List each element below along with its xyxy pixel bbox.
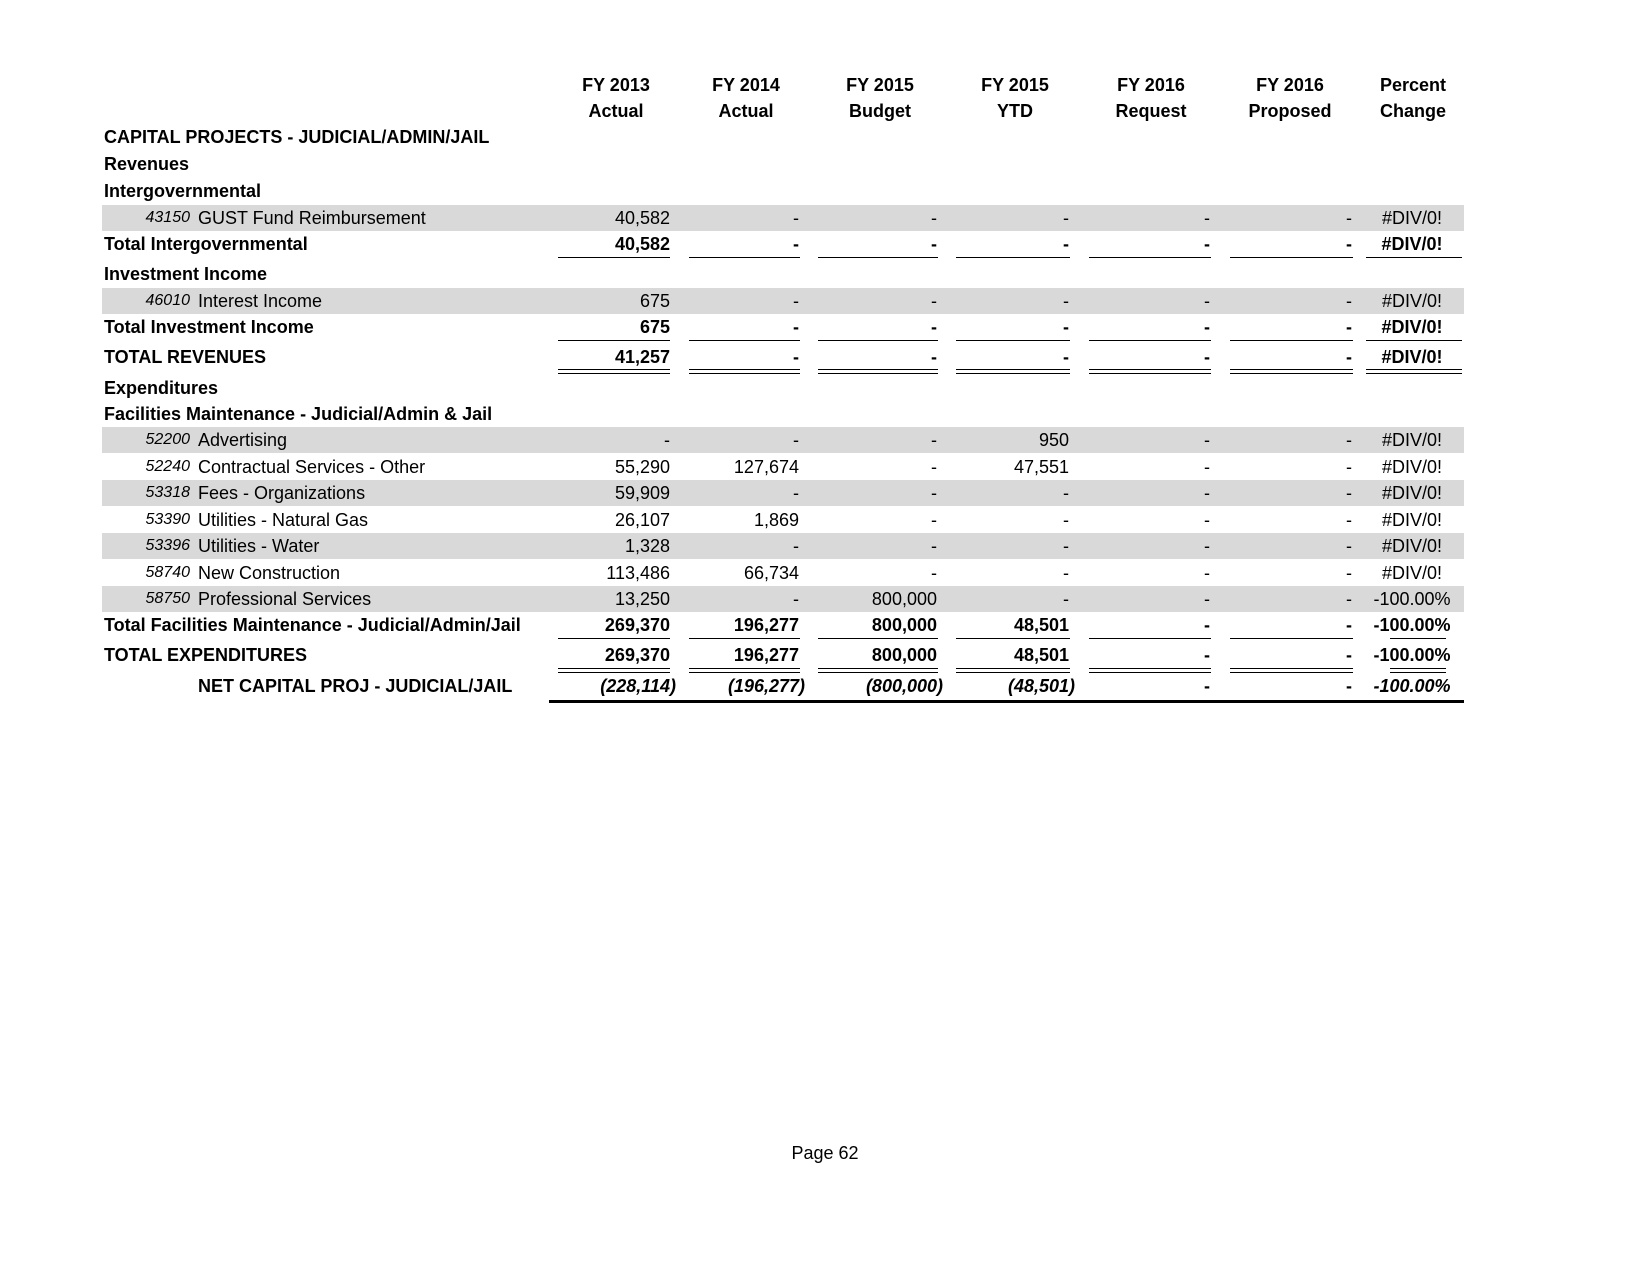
expenditures-heading-row [102, 375, 1464, 401]
double-underline [689, 369, 800, 374]
value-fy2015-budget: - [931, 563, 937, 583]
value-fy2016-proposed: - [1346, 563, 1352, 583]
header-line1: FY 2013 [582, 75, 650, 95]
underline [1390, 638, 1446, 639]
account-code: 46010 [145, 292, 190, 309]
value-fy2015-ytd: - [1063, 563, 1069, 583]
page-title: CAPITAL PROJECTS - JUDICIAL/ADMIN/JAIL [104, 127, 490, 147]
column-header-fy2014-actual [696, 72, 796, 124]
column-header-fy2015-budget [830, 72, 930, 124]
value-fy2014: - [793, 589, 799, 609]
value-fy2015-ytd: - [1063, 510, 1069, 530]
value-fy2016-request: - [1204, 510, 1210, 530]
double-underline [956, 369, 1070, 374]
header-line1: FY 2016 [1117, 75, 1185, 95]
value-fy2016-proposed: - [1346, 536, 1352, 556]
account-code: 43150 [145, 209, 190, 226]
value-fy2014: - [793, 536, 799, 556]
underline [689, 340, 800, 341]
total-label: TOTAL EXPENDITURES [104, 645, 308, 665]
value-fy2015-budget: - [931, 234, 937, 254]
underline [1230, 340, 1353, 341]
account-code: 58740 [145, 564, 190, 581]
header-line2: Change [1379, 101, 1446, 121]
value-fy2015-budget: - [931, 317, 937, 337]
value-fy2015-ytd: - [1063, 483, 1069, 503]
table-row [102, 480, 1464, 506]
value-fy2015-budget: - [931, 510, 937, 530]
percent-change: #DIV/0! [1381, 483, 1443, 503]
value-fy2016-request: - [1204, 589, 1210, 609]
value-fy2014: - [793, 483, 799, 503]
value-fy2015-budget: - [931, 291, 937, 311]
underline [689, 257, 800, 258]
column-header-percent-change [1363, 72, 1463, 124]
underline [1089, 257, 1211, 258]
account-name: Professional Services [198, 589, 372, 609]
value-fy2015-budget: 800,000 [871, 615, 937, 635]
header-line2: Budget [849, 101, 911, 121]
value-fy2013: 675 [639, 291, 670, 311]
header-line1: FY 2014 [712, 75, 780, 95]
value-fy2016-request: - [1204, 615, 1210, 635]
account-code: 53318 [145, 484, 190, 501]
double-underline [818, 369, 938, 374]
value-fy2016-request: - [1204, 676, 1210, 696]
account-name: GUST Fund Reimbursement [198, 208, 426, 228]
double-underline [1230, 369, 1353, 374]
value-fy2013: 269,370 [604, 615, 670, 635]
value-fy2016-request: - [1204, 291, 1210, 311]
header-line2: Actual [588, 101, 644, 121]
value-fy2013: 55,290 [614, 457, 670, 477]
subtotal-row [102, 231, 1464, 257]
value-fy2016-request: - [1204, 234, 1210, 254]
percent-change: #DIV/0! [1381, 510, 1443, 530]
page-number: Page 62 [791, 1143, 859, 1163]
value-fy2015-budget: - [931, 536, 937, 556]
header-line1: Percent [1379, 75, 1447, 95]
value-fy2016-proposed: - [1346, 645, 1352, 665]
value-fy2013: (228,114) [600, 676, 676, 696]
value-fy2013: - [664, 430, 670, 450]
percent-change: #DIV/0! [1381, 430, 1443, 450]
value-fy2016-proposed: - [1346, 483, 1352, 503]
value-fy2016-request: - [1204, 347, 1210, 367]
expenditures-heading: Expenditures [104, 378, 219, 398]
value-fy2016-proposed: - [1346, 615, 1352, 635]
value-fy2016-request: - [1204, 457, 1210, 477]
investment-heading: Investment Income [104, 264, 268, 284]
value-fy2015-budget: 800,000 [871, 589, 937, 609]
table-row [102, 507, 1464, 533]
value-fy2014: - [793, 347, 799, 367]
header-line2: Actual [718, 101, 774, 121]
value-fy2013: 26,107 [614, 510, 670, 530]
underline [1089, 638, 1211, 639]
header-line2: Proposed [1248, 101, 1332, 121]
value-fy2015-ytd: (48,501) [1007, 676, 1075, 696]
net-row [102, 673, 1464, 699]
value-fy2016-proposed: - [1346, 317, 1352, 337]
underline [1366, 257, 1462, 258]
value-fy2015-ytd: - [1063, 234, 1069, 254]
account-name: New Construction [198, 563, 341, 583]
value-fy2015-ytd: 48,501 [1013, 645, 1069, 665]
investment-heading-row [102, 261, 1464, 287]
percent-change: #DIV/0! [1381, 208, 1443, 228]
value-fy2015-ytd: - [1063, 317, 1069, 337]
subtotal-row [102, 314, 1464, 340]
value-fy2016-request: - [1204, 645, 1210, 665]
total-expenditures-row [102, 642, 1464, 668]
intergovernmental-heading-row [102, 178, 1464, 204]
value-fy2013: 59,909 [614, 483, 670, 503]
value-fy2015-budget: (800,000) [865, 676, 943, 696]
underline [956, 638, 1070, 639]
table-row [102, 427, 1464, 453]
underline [558, 257, 670, 258]
percent-change: #DIV/0! [1381, 563, 1443, 583]
value-fy2014: 1,869 [753, 510, 799, 530]
percent-change: -100.00% [1373, 589, 1451, 609]
table-row [102, 205, 1464, 231]
percent-change: #DIV/0! [1381, 291, 1443, 311]
table-row [102, 288, 1464, 314]
underline [558, 340, 670, 341]
account-code: 52200 [145, 431, 190, 448]
column-header-fy2013-actual [566, 72, 666, 124]
value-fy2015-ytd: - [1063, 291, 1069, 311]
subtotal-label: Total Intergovernmental [104, 234, 308, 254]
table-row [102, 454, 1464, 480]
value-fy2015-ytd: - [1063, 589, 1069, 609]
percent-change: #DIV/0! [1381, 234, 1443, 254]
subtotal-label: Total Investment Income [104, 317, 314, 337]
value-fy2015-ytd: - [1063, 208, 1069, 228]
value-fy2016-request: - [1204, 563, 1210, 583]
account-name: Fees - Organizations [198, 483, 366, 503]
percent-change: -100.00% [1373, 615, 1451, 635]
header-line1: FY 2015 [846, 75, 914, 95]
underline [818, 340, 938, 341]
value-fy2013: 269,370 [604, 645, 670, 665]
revenues-heading: Revenues [104, 154, 190, 174]
revenues-heading-row [102, 151, 1464, 177]
value-fy2013: 41,257 [614, 347, 670, 367]
value-fy2014: - [793, 291, 799, 311]
value-fy2016-proposed: - [1346, 234, 1352, 254]
value-fy2015-budget: - [931, 347, 937, 367]
value-fy2016-request: - [1204, 536, 1210, 556]
underline [1366, 340, 1462, 341]
value-fy2013: 40,582 [614, 234, 670, 254]
value-fy2014: - [793, 234, 799, 254]
account-name: Contractual Services - Other [198, 457, 426, 477]
header-line2: YTD [997, 101, 1033, 121]
table-row [102, 586, 1464, 612]
value-fy2015-ytd: - [1063, 536, 1069, 556]
value-fy2016-proposed: - [1346, 291, 1352, 311]
value-fy2015-budget: 800,000 [871, 645, 937, 665]
facilities-heading-row [102, 401, 1464, 427]
underline [1230, 638, 1353, 639]
underline [1089, 340, 1211, 341]
value-fy2015-ytd: 47,551 [1013, 457, 1069, 477]
value-fy2016-proposed: - [1346, 430, 1352, 450]
value-fy2013: 1,328 [624, 536, 670, 556]
column-header-fy2016-proposed [1240, 72, 1340, 124]
percent-change: -100.00% [1373, 645, 1451, 665]
value-fy2015-ytd: 48,501 [1013, 615, 1069, 635]
underline [558, 638, 670, 639]
account-name: Utilities - Natural Gas [198, 510, 369, 530]
value-fy2015-budget: - [931, 430, 937, 450]
percent-change: -100.00% [1373, 676, 1451, 696]
account-name: Advertising [198, 430, 288, 450]
percent-change: #DIV/0! [1381, 536, 1443, 556]
value-fy2015-budget: - [931, 208, 937, 228]
facilities-heading: Facilities Maintenance - Judicial/Admin & Jail [104, 404, 493, 424]
header-line1: FY 2016 [1256, 75, 1324, 95]
value-fy2014: - [793, 430, 799, 450]
account-name: Interest Income [198, 291, 323, 311]
value-fy2016-proposed: - [1346, 457, 1352, 477]
column-header-fy2016-request [1101, 72, 1201, 124]
account-code: 52240 [145, 458, 190, 475]
value-fy2013: 40,582 [614, 208, 670, 228]
value-fy2016-proposed: - [1346, 208, 1352, 228]
value-fy2016-proposed: - [1346, 676, 1352, 696]
subtotal-label: Total Facilities Maintenance - Judicial/Admin/Jail [104, 615, 521, 635]
percent-change: #DIV/0! [1381, 317, 1443, 337]
value-fy2016-proposed: - [1346, 589, 1352, 609]
value-fy2014: - [793, 208, 799, 228]
column-header-fy2015-ytd [965, 72, 1065, 124]
value-fy2016-request: - [1204, 317, 1210, 337]
double-underline [558, 369, 670, 374]
value-fy2015-ytd: - [1063, 347, 1069, 367]
underline [956, 340, 1070, 341]
percent-change: #DIV/0! [1381, 457, 1443, 477]
net-label: NET CAPITAL PROJ - JUDICIAL/JAIL [198, 676, 513, 696]
value-fy2014: - [793, 317, 799, 337]
value-fy2016-request: - [1204, 430, 1210, 450]
underline [818, 638, 938, 639]
total-revenues-row [102, 344, 1464, 370]
table-row [102, 533, 1464, 559]
value-fy2013: 675 [639, 317, 670, 337]
header-line2: Request [1115, 101, 1187, 121]
value-fy2016-request: - [1204, 483, 1210, 503]
value-fy2014: 196,277 [733, 615, 799, 635]
underline [956, 257, 1070, 258]
double-underline [1089, 369, 1211, 374]
table-row [102, 560, 1464, 586]
value-fy2016-request: - [1204, 208, 1210, 228]
value-fy2014: 127,674 [733, 457, 799, 477]
underline [689, 638, 800, 639]
account-code: 58750 [145, 590, 190, 607]
value-fy2015-ytd: 950 [1038, 430, 1069, 450]
value-fy2013: 13,250 [614, 589, 670, 609]
value-fy2015-budget: - [931, 457, 937, 477]
total-label: TOTAL REVENUES [104, 347, 267, 367]
value-fy2015-budget: - [931, 483, 937, 503]
value-fy2016-proposed: - [1346, 347, 1352, 367]
value-fy2016-proposed: - [1346, 510, 1352, 530]
underline [818, 257, 938, 258]
subtotal-row [102, 612, 1464, 638]
section-title-row [102, 124, 1464, 150]
value-fy2014: (196,277) [727, 676, 805, 696]
double-underline [1366, 369, 1462, 374]
account-code: 53396 [145, 537, 190, 554]
percent-change: #DIV/0! [1381, 347, 1443, 367]
header-line1: FY 2015 [981, 75, 1049, 95]
account-name: Utilities - Water [198, 536, 320, 556]
account-code: 53390 [145, 511, 190, 528]
value-fy2014: 66,734 [743, 563, 799, 583]
thick-underline [549, 700, 1464, 703]
value-fy2014: 196,277 [733, 645, 799, 665]
underline [1230, 257, 1353, 258]
value-fy2013: 113,486 [606, 563, 670, 583]
intergovernmental-heading: Intergovernmental [104, 181, 262, 201]
